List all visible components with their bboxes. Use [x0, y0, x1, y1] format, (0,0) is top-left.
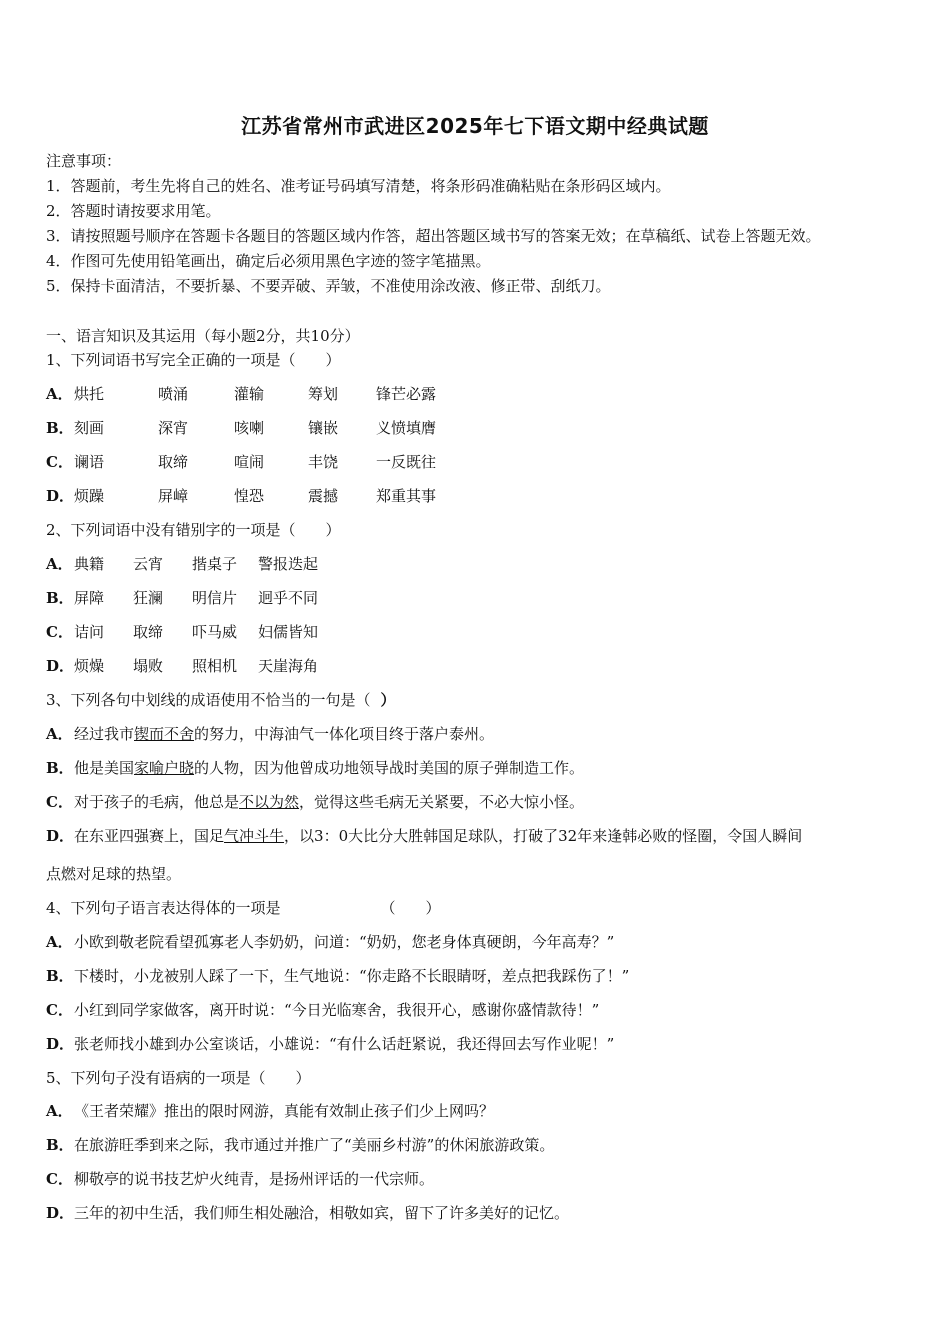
option-text: 小红到同学家做客，离开时说：“今日光临寒舍，我很开心，感谢你盛情款待！”	[74, 1001, 600, 1019]
notice-heading: 注意事项：	[46, 152, 122, 170]
option-label: B．	[46, 759, 74, 777]
word: 灌输	[234, 385, 265, 403]
q3-option-d	[46, 826, 802, 846]
option-text: 的人物，因为他曾成功地领导战时美国的原子弹制造工作。	[194, 759, 585, 777]
option-label: D．	[46, 657, 75, 675]
underlined-idiom: 气冲斗牛	[224, 827, 285, 845]
word: 典籍	[74, 555, 105, 573]
option-label: A．	[46, 555, 73, 573]
question-3-stem	[46, 690, 396, 710]
word: 刻画	[74, 419, 105, 437]
option-label: C．	[46, 1170, 73, 1188]
option-text: 《王者荣耀》推出的限时网游，真能有效制止孩子们少上网吗？	[74, 1102, 495, 1120]
word: 迥乎不同	[258, 589, 319, 607]
q2-option-b	[46, 588, 318, 608]
option-label: D．	[46, 487, 75, 505]
word: 筹划	[308, 385, 339, 403]
underlined-idiom: 不以为然	[239, 793, 300, 811]
q3-option-d-continued: 点燃对足球的热望。	[46, 865, 182, 883]
q4-option-c	[46, 1000, 599, 1020]
word: 咳喇	[234, 419, 265, 437]
option-label: B．	[46, 589, 74, 607]
option-text: 小欧到敬老院看望孤寡老人李奶奶，问道：“奶奶，您老身体真硬朗，今年高寿？”	[74, 933, 615, 951]
option-label: C．	[46, 793, 73, 811]
q2-option-d	[46, 656, 318, 676]
option-text: 对于孩子的毛病，他总是	[74, 793, 240, 811]
q1-option-c	[46, 452, 436, 472]
option-label: D．	[46, 827, 75, 845]
word: 屏嶂	[158, 487, 189, 505]
option-text: ，以3：0大比分大胜韩国足球队，打破了32年来逢韩必败的怪圈，令国人瞬间	[284, 827, 803, 845]
option-text: 三年的初中生活，我们师生相处融洽，相敬如宾，留下了许多美好的记忆。	[74, 1204, 570, 1222]
question-1-stem: 1、下列词语书写完全正确的一项是（ ）	[46, 351, 341, 369]
page-title: 江苏省常州市武进区2025年七下语文期中经典试题	[241, 114, 709, 138]
notice-item: 3．请按照题号顺序在答题卡各题目的答题区域内作答，超出答题区域书写的答案无效；在草稿纸、试卷上答题无效。	[46, 227, 821, 245]
q3-option-c	[46, 792, 584, 812]
q4-option-b	[46, 966, 629, 986]
option-text: 经过我市	[74, 725, 135, 743]
notice-item: 1．答题前，考生先将自己的姓名、准考证号码填写清楚，将条形码准确粘贴在条形码区域内。	[46, 177, 671, 195]
option-label: A．	[46, 385, 73, 403]
word: 义愤填膺	[376, 419, 437, 437]
word: 云宵	[133, 555, 164, 573]
underlined-idiom: 锲而不舍	[134, 725, 195, 743]
stem-text: 3、下列各句中划线的成语使用不恰当的一句是（	[46, 691, 371, 709]
option-label: A．	[46, 933, 73, 951]
underlined-idiom: 家喻户晓	[134, 759, 195, 777]
word: 喷涌	[158, 385, 189, 403]
word: 烦燥	[74, 657, 105, 675]
stem-paren: ）	[380, 691, 396, 709]
option-label: D．	[46, 1204, 75, 1222]
word: 明信片	[192, 589, 238, 607]
word: 警报迭起	[258, 555, 319, 573]
word: 取缔	[133, 623, 164, 641]
option-label: A．	[46, 725, 73, 743]
option-label: B．	[46, 419, 74, 437]
q1-option-a	[46, 384, 436, 404]
option-label: C．	[46, 623, 73, 641]
q4-option-d	[46, 1034, 614, 1054]
option-text: ，觉得这些毛病无关紧要，不必大惊小怪。	[299, 793, 585, 811]
q2-option-a	[46, 554, 318, 574]
q5-option-a	[46, 1101, 494, 1121]
question-5-stem: 5、下列句子没有语病的一项是（ ）	[46, 1069, 311, 1087]
word: 天崖海角	[258, 657, 319, 675]
word: 深宵	[158, 419, 189, 437]
option-text: 张老师找小雄到办公室谈话，小雄说：“有什么话赶紧说，我还得回去写作业呢！”	[74, 1035, 615, 1053]
option-text: 柳敬亭的说书技艺炉火纯青，是扬州评话的一代宗师。	[74, 1170, 435, 1188]
question-4-stem	[46, 898, 441, 918]
q1-option-d	[46, 486, 436, 506]
question-2-stem: 2、下列词语中没有错别字的一项是（ ）	[46, 521, 341, 539]
word: 镶嵌	[308, 419, 339, 437]
stem-paren: （ ）	[380, 899, 441, 917]
section-heading: 一、语言知识及其运用（每小题2分，共10分）	[46, 327, 360, 345]
word: 郑重其事	[376, 487, 437, 505]
option-label: C．	[46, 453, 73, 471]
option-text: 的努力，中海油气一体化项目终于落户泰州。	[194, 725, 495, 743]
word: 屏障	[74, 589, 105, 607]
word: 取缔	[158, 453, 189, 471]
word: 吓马威	[192, 623, 238, 641]
word: 喧闹	[234, 453, 265, 471]
word: 塌败	[133, 657, 164, 675]
word: 诘问	[74, 623, 105, 641]
q3-option-a	[46, 724, 494, 744]
word: 丰饶	[308, 453, 339, 471]
q5-option-b	[46, 1135, 554, 1155]
q1-option-b	[46, 418, 436, 438]
option-label: D．	[46, 1035, 75, 1053]
word: 照相机	[192, 657, 238, 675]
option-label: B．	[46, 967, 74, 985]
q2-option-c	[46, 622, 318, 642]
word: 惶恐	[234, 487, 265, 505]
notice-item: 5．保持卡面清洁，不要折暴、不要弄破、弄皱，不准使用涂改液、修正带、刮纸刀。	[46, 277, 611, 295]
option-label: C．	[46, 1001, 73, 1019]
option-text: 下楼时，小龙被别人踩了一下，生气地说：“你走路不长眼睛呀，差点把我踩伤了！”	[74, 967, 630, 985]
q4-option-a	[46, 932, 614, 952]
word: 揩桌子	[192, 555, 238, 573]
word: 狂澜	[133, 589, 164, 607]
word: 锋芒必露	[376, 385, 437, 403]
word: 谰语	[74, 453, 105, 471]
word: 妇儒皆知	[258, 623, 319, 641]
option-text: 在东亚四强赛上，国足	[74, 827, 225, 845]
notice-item: 4．作图可先使用铅笔画出，确定后必须用黑色字迹的签字笔描黑。	[46, 252, 491, 270]
option-text: 他是美国	[74, 759, 135, 777]
option-text: 在旅游旺季到来之际，我市通过并推广了“美丽乡村游”的休闲旅游政策。	[74, 1136, 555, 1154]
word: 震撼	[308, 487, 339, 505]
option-label: A．	[46, 1102, 73, 1120]
notice-item: 2．答题时请按要求用笔。	[46, 202, 221, 220]
q5-option-c	[46, 1169, 434, 1189]
option-label: B．	[46, 1136, 74, 1154]
q5-option-d	[46, 1203, 569, 1223]
word: 一反既往	[376, 453, 437, 471]
q3-option-b	[46, 758, 584, 778]
word: 烘托	[74, 385, 105, 403]
stem-text: 4、下列句子语言表达得体的一项是	[46, 899, 281, 917]
word: 烦躁	[74, 487, 105, 505]
